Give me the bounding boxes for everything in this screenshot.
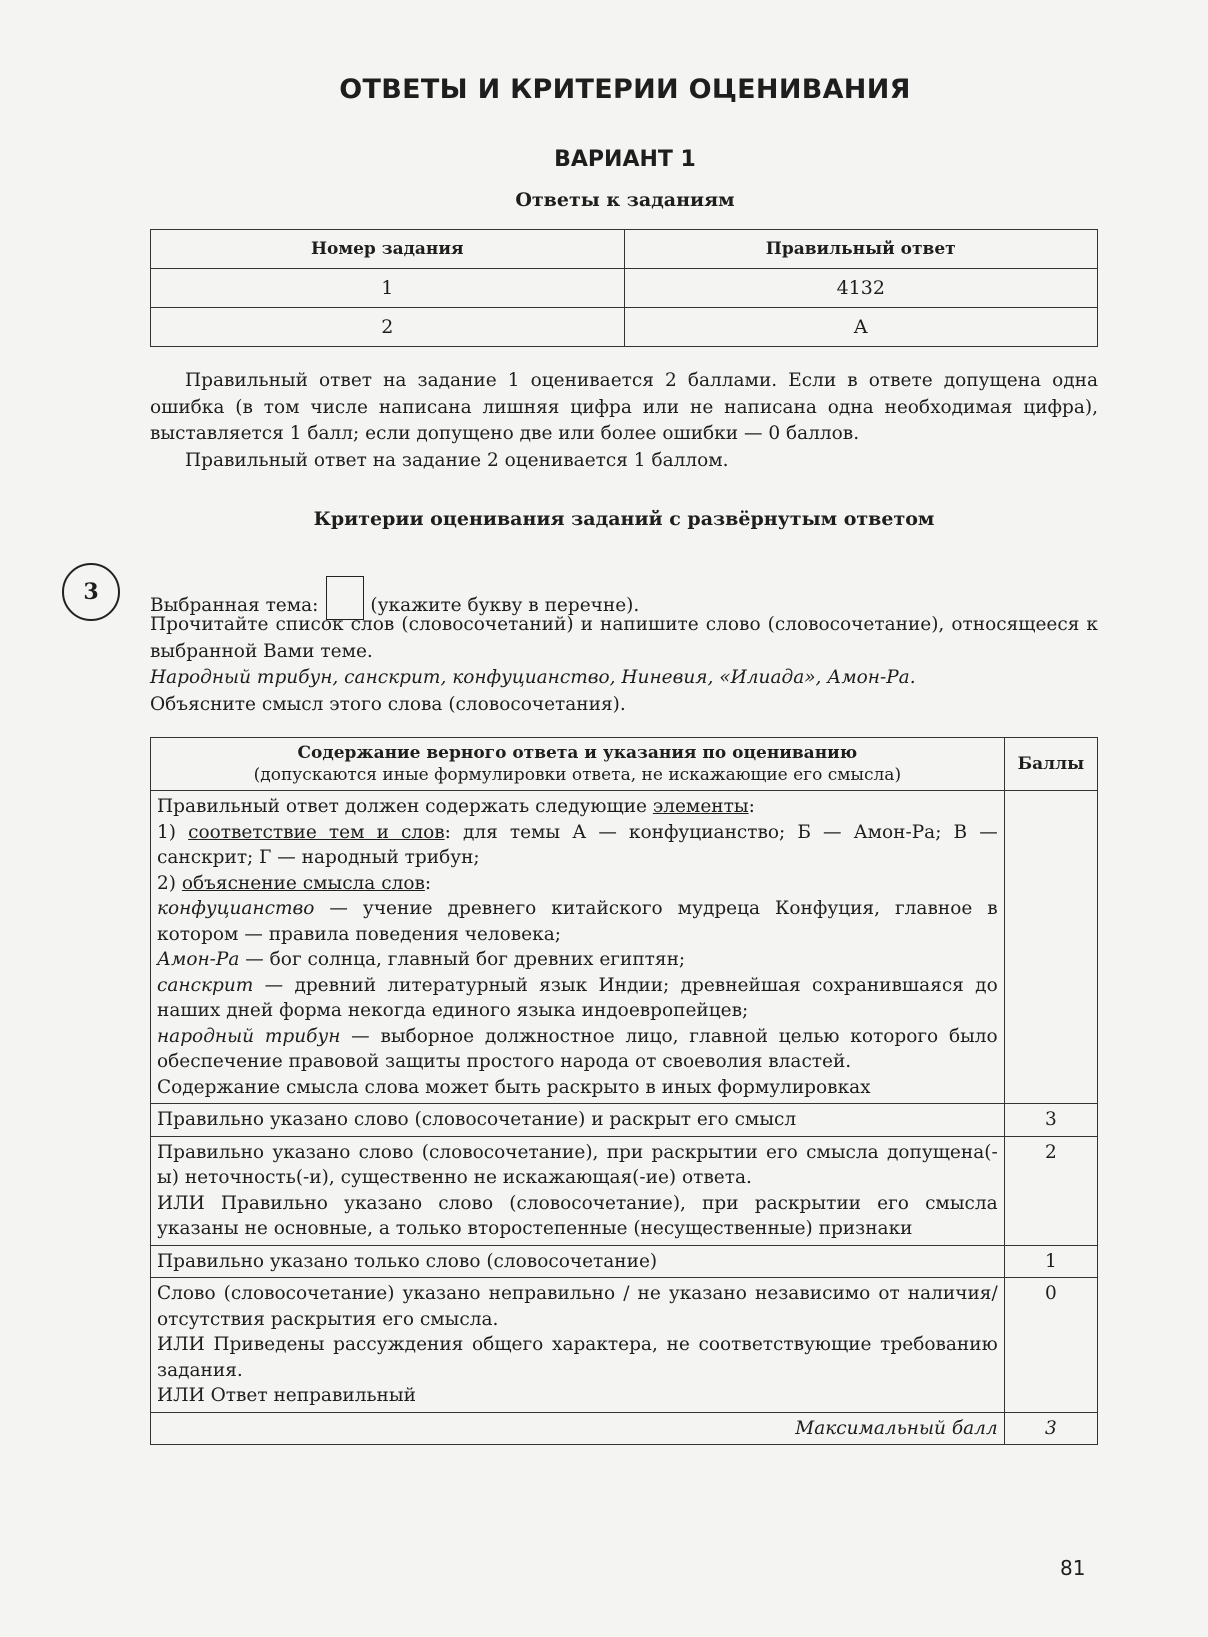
criteria-header-row (151, 738, 1098, 791)
score-cell-empty (1004, 791, 1097, 1104)
page-number: 81 (1060, 1556, 1086, 1580)
criterion-score: 3 (1004, 1104, 1097, 1137)
answer-intro: Правильный ответ должен содержать следующие элементы: (157, 796, 755, 817)
variant-title: ВАРИАНТ 1 (554, 147, 696, 172)
criteria-header-bold: Содержание верного ответа и указания по оцениванию (297, 743, 858, 763)
header-correct-answer: Правильный ответ (624, 230, 1098, 269)
criteria-header-content (151, 738, 1005, 791)
answer-item-2: 2) объяснение смысла слов: (157, 872, 432, 894)
criteria-header-note: (допускаются иные формулировки ответа, не искажающие его смысла) (253, 765, 902, 785)
criterion-text: Правильно указано только слово (словосочетание) (151, 1245, 1005, 1278)
criteria-title: Критерии оценивания заданий с развёрнутым ответом (313, 508, 935, 530)
criteria-header-score: Баллы (1004, 738, 1097, 791)
criterion-score: 0 (1004, 1278, 1097, 1413)
definition-amon-ra: Амон-Ра — бог солнца, главный бог древних египтян; (157, 949, 686, 970)
task-number-badge (62, 563, 120, 621)
task-number-cell: 2 (151, 308, 625, 347)
table-row (151, 308, 1098, 347)
criterion-text: Слово (словосочетание) указано неправильно / не указано независимо от наличия/отсутствия раскрытия его смысла. ИЛИ Приведены рассуждения общего характера, не соответствующие требованию задания. ИЛИ Ответ неправильный (151, 1278, 1005, 1413)
criterion-score: 1 (1004, 1245, 1097, 1278)
table-row (151, 1136, 1098, 1245)
answers-title: Ответы к заданиям (515, 189, 735, 211)
answer-cell: А (624, 308, 1098, 347)
theme-hint: (укажите букву в перечне). (370, 595, 640, 616)
answer-content-cell (151, 791, 1005, 1104)
answer-content-row (151, 791, 1098, 1104)
task-instruction: Прочитайте список слов (словосочетаний) и напишите слово (словосочетание), относящееся к выбранной Вами теме. (150, 614, 1098, 662)
criterion-text: Правильно указано слово (словосочетание) и раскрыт его смысл (151, 1104, 1005, 1137)
theme-label: Выбранная тема: (150, 595, 319, 616)
max-score-value: 3 (1004, 1412, 1097, 1445)
definition-tribune: народный трибун — выборное должностное лицо, главной целью которого было обеспечение правовой защиты простого народа от своеволия властей. (157, 1025, 998, 1072)
task-instructions (150, 612, 1098, 718)
criteria-table (150, 737, 1098, 1445)
answer-item-1: 1) соответствие тем и слов: для темы А — конфуцианство; Б — Амон-Ра; В — санскрит; Г — народный трибун; (157, 821, 998, 868)
answer-cell: 4132 (624, 269, 1098, 308)
definition-sanskrit: санскрит — древний литературный язык Индии; древнейшая сохранившаяся до наших дней форма некогда единого языка индоевропейцев; (157, 974, 998, 1021)
main-title: ОТВЕТЫ И КРИТЕРИИ ОЦЕНИВАНИЯ (339, 74, 911, 105)
criterion-score: 2 (1004, 1136, 1097, 1245)
word-list: Народный трибун, санскрит, конфуцианство, Ниневия, «Илиада», Амон-Ра. (150, 667, 916, 688)
answers-header-row (151, 230, 1098, 269)
answers-table (150, 229, 1098, 347)
answer-closing: Содержание смысла слова может быть раскрыто в иных формулировках (157, 1076, 871, 1098)
task-number-cell: 1 (151, 269, 625, 308)
table-row (151, 269, 1098, 308)
table-row (151, 1245, 1098, 1278)
theme-line (150, 572, 639, 616)
table-row (151, 1104, 1098, 1137)
task-explain: Объясните смысл этого слова (словосочетания). (150, 693, 626, 715)
definition-confucianism: конфуцианство — учение древнего китайского мудреца Конфуция, главное в котором — правила поведения человека; (157, 898, 998, 945)
max-score-row (151, 1412, 1098, 1445)
max-score-label: Максимальный балл (151, 1412, 1005, 1445)
table-row (151, 1278, 1098, 1413)
scoring-note-task2: Правильный ответ на задание 2 оценивается 1 баллом. (185, 450, 729, 471)
scoring-note-task1: Правильный ответ на задание 1 оценивается 2 баллами. Если в ответе допущена одна ошибка (в том числе написана лишняя цифра или не написана одна необходимая цифра), выставляется 1 балл; если допущено две или более ошибки — 0 баллов. (150, 370, 1098, 444)
task-number: 3 (83, 579, 99, 605)
header-task-number: Номер задания (151, 230, 625, 269)
criterion-text: Правильно указано слово (словосочетание), при раскрытии его смысла допущена(-ы) неточность(-и), существенно не искажающая(-ие) ответа. ИЛИ Правильно указано слово (словосочетание), при раскрытии его смысла указаны не основные, а только второстепенные (несущественные) признаки (151, 1136, 1005, 1245)
